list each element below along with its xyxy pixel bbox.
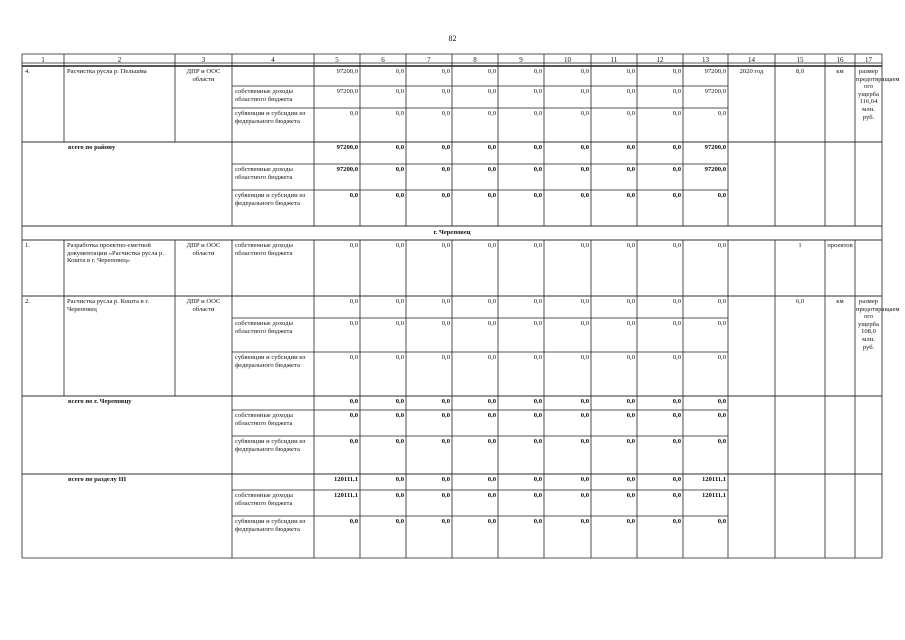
effect-text: размер предотвращаем ого ущерба 108,0 млн. руб.	[856, 298, 900, 351]
amount-cell: 0,0	[487, 320, 496, 327]
amount-cell: 0,0	[672, 438, 681, 445]
amount-cell: 0,0	[487, 298, 496, 305]
funding-label: собственные доходы областного бюджета	[235, 88, 293, 103]
amount-cell: 0,0	[349, 298, 358, 305]
amount-cell: 0,0	[580, 144, 589, 151]
column-number: 6	[381, 55, 385, 64]
amount-cell: 0,0	[626, 242, 635, 249]
page-number: 82	[448, 34, 457, 43]
amount-cell: 0,0	[487, 438, 496, 445]
amount-cell: 0,0	[672, 492, 681, 499]
amount-cell: 0,0	[533, 492, 542, 499]
funding-label: субвенции и субсидии из федерального бюджета	[235, 110, 306, 125]
amount-cell: 0,0	[626, 68, 635, 75]
column-number: 11	[610, 55, 618, 64]
section-title: г. Череповец	[433, 229, 471, 236]
funding-label: субвенции и субсидии из федерального бюджета	[235, 438, 306, 453]
amount-cell: 0,0	[580, 320, 589, 327]
amount-cell: 120111,1	[702, 492, 726, 499]
amount-cell: 0,0	[487, 88, 496, 95]
amount-cell: 0,0	[395, 144, 404, 151]
amount-cell: 0,0	[441, 110, 450, 117]
quantity: 8,0	[795, 68, 805, 75]
amount-cell: 0,0	[395, 298, 404, 305]
amount-cell: 0,0	[395, 242, 404, 249]
amount-cell: 0,0	[487, 398, 496, 405]
amount-cell: 97200,0	[336, 144, 358, 151]
amount-cell: 97200,0	[704, 166, 726, 173]
amount-cell: 0,0	[626, 412, 635, 419]
amount-cell: 0,0	[580, 438, 589, 445]
amount-cell: 0,0	[533, 476, 542, 483]
column-number: 14	[748, 55, 755, 64]
amount-cell: 0,0	[717, 110, 726, 117]
amount-cell: 0,0	[626, 88, 635, 95]
amount-cell: 0,0	[580, 298, 589, 305]
amount-cell: 0,0	[626, 518, 635, 525]
amount-cell: 0,0	[672, 110, 681, 117]
project-name: всего по разделу III	[68, 476, 127, 483]
amount-cell: 0,0	[672, 412, 681, 419]
amount-cell: 0,0	[672, 166, 681, 173]
amount-cell: 0,0	[441, 492, 450, 499]
amount-cell: 0,0	[626, 492, 635, 499]
amount-cell: 0,0	[626, 144, 635, 151]
amount-cell: 0,0	[626, 192, 635, 199]
amount-cell: 0,0	[717, 298, 726, 305]
project-name: всего по району	[68, 144, 116, 151]
amount-cell: 0,0	[395, 110, 404, 117]
amount-cell: 0,0	[487, 518, 496, 525]
project-name: Расчистка русла р. Кошта в г. Череповец	[67, 298, 149, 313]
column-number: 13	[702, 55, 709, 64]
amount-cell: 0,0	[441, 68, 450, 75]
amount-cell: 0,0	[580, 166, 589, 173]
amount-cell: 0,0	[580, 68, 589, 75]
amount-cell: 0,0	[441, 476, 450, 483]
amount-cell: 120111,1	[334, 492, 358, 499]
amount-cell: 0,0	[533, 192, 542, 199]
column-number: 5	[335, 55, 339, 64]
amount-cell: 0,0	[395, 68, 404, 75]
amount-cell: 0,0	[441, 354, 450, 361]
amount-cell: 0,0	[441, 320, 450, 327]
executor: ДПР и ООС области	[186, 242, 221, 257]
amount-cell: 0,0	[395, 518, 404, 525]
unit: км	[836, 298, 844, 305]
amount-cell: 0,0	[395, 192, 404, 199]
amount-cell: 0,0	[533, 88, 542, 95]
amount-cell: 0,0	[349, 412, 358, 419]
amount-cell: 0,0	[580, 242, 589, 249]
funding-label: собственные доходы областного бюджета	[235, 320, 293, 335]
funding-label: субвенции и субсидии из федерального бюджета	[235, 518, 306, 533]
amount-cell: 0,0	[717, 242, 726, 249]
amount-cell: 0,0	[441, 518, 450, 525]
amount-cell: 120111,1	[702, 476, 726, 483]
amount-cell: 0,0	[487, 476, 496, 483]
amount-cell: 0,0	[672, 518, 681, 525]
amount-cell: 0,0	[626, 438, 635, 445]
amount-cell: 0,0	[672, 144, 681, 151]
amount-cell: 0,0	[395, 492, 404, 499]
funding-label: собственные доходы областного бюджета	[235, 166, 293, 181]
amount-cell: 0,0	[441, 438, 450, 445]
amount-cell: 0,0	[441, 298, 450, 305]
amount-cell: 0,0	[626, 110, 635, 117]
amount-cell: 0,0	[349, 110, 358, 117]
amount-cell: 0,0	[487, 192, 496, 199]
amount-cell: 0,0	[672, 192, 681, 199]
amount-cell: 0,0	[487, 354, 496, 361]
amount-cell: 0,0	[533, 144, 542, 151]
amount-cell: 0,0	[580, 354, 589, 361]
amount-cell: 0,0	[626, 398, 635, 405]
column-number: 4	[271, 55, 275, 64]
amount-cell: 0,0	[441, 242, 450, 249]
amount-cell: 0,0	[626, 320, 635, 327]
amount-cell: 0,0	[487, 68, 496, 75]
amount-cell: 0,0	[672, 298, 681, 305]
amount-cell: 0,0	[580, 476, 589, 483]
amount-cell: 0,0	[533, 320, 542, 327]
amount-cell: 0,0	[487, 412, 496, 419]
amount-cell: 0,0	[580, 412, 589, 419]
amount-cell: 0,0	[349, 320, 358, 327]
amount-cell: 0,0	[533, 438, 542, 445]
amount-cell: 0,0	[626, 476, 635, 483]
column-number: 1	[41, 55, 45, 64]
amount-cell: 0,0	[626, 298, 635, 305]
amount-cell: 0,0	[672, 320, 681, 327]
column-number: 12	[656, 55, 664, 64]
funding-label: субвенции и субсидии из федерального бюджета	[235, 192, 306, 207]
amount-cell: 0,0	[395, 412, 404, 419]
column-number: 15	[796, 55, 804, 64]
amount-cell: 0,0	[349, 242, 358, 249]
amount-cell: 0,0	[580, 110, 589, 117]
amount-cell: 0,0	[349, 518, 358, 525]
amount-cell: 0,0	[672, 242, 681, 249]
amount-cell: 0,0	[349, 192, 358, 199]
amount-cell: 0,0	[672, 354, 681, 361]
column-number: 3	[201, 55, 206, 64]
amount-cell: 0,0	[672, 88, 681, 95]
amount-cell: 0,0	[395, 166, 404, 173]
amount-cell: 0,0	[395, 476, 404, 483]
column-number: 10	[564, 55, 571, 64]
amount-cell: 0,0	[395, 354, 404, 361]
amount-cell: 0,0	[580, 398, 589, 405]
amount-cell: 0,0	[487, 144, 496, 151]
funding-label: собственные доходы областного бюджета	[235, 242, 293, 257]
amount-cell: 0,0	[533, 518, 542, 525]
project-name: всего по г. Череповцу	[68, 398, 132, 405]
amount-cell: 0,0	[533, 298, 542, 305]
unit: км	[836, 68, 844, 75]
amount-cell: 0,0	[672, 476, 681, 483]
executor: ДПР и ООС области	[186, 68, 221, 83]
amount-cell: 0,0	[441, 88, 450, 95]
amount-cell: 0,0	[395, 398, 404, 405]
amount-cell: 97200,0	[704, 144, 726, 151]
quantity: 6,0	[795, 298, 805, 305]
amount-cell: 0,0	[626, 166, 635, 173]
amount-cell: 0,0	[626, 354, 635, 361]
amount-cell: 0,0	[349, 398, 358, 405]
amount-cell: 0,0	[672, 68, 681, 75]
amount-cell: 0,0	[672, 398, 681, 405]
amount-cell: 97200,0	[704, 68, 726, 75]
executor: ДПР и ООС области	[186, 298, 221, 313]
amount-cell: 0,0	[533, 412, 542, 419]
funding-label: собственные доходы областного бюджета	[235, 492, 293, 507]
amount-cell: 0,0	[580, 88, 589, 95]
amount-cell: 97200,0	[336, 88, 358, 95]
amount-cell: 0,0	[717, 192, 726, 199]
amount-cell: 97200,0	[704, 88, 726, 95]
amount-cell: 0,0	[533, 166, 542, 173]
amount-cell: 0,0	[395, 320, 404, 327]
amount-cell: 0,0	[533, 354, 542, 361]
quantity: 1	[798, 242, 802, 249]
funding-label: субвенции и субсидии из федерального бюджета	[235, 354, 306, 369]
column-number: 9	[519, 55, 523, 64]
effect-text: размер предотвращаем ого ущерба 116,64 млн. руб.	[856, 68, 900, 121]
amount-cell: 0,0	[533, 398, 542, 405]
column-number: 2	[117, 55, 122, 64]
column-number: 8	[473, 55, 477, 64]
amount-cell: 0,0	[487, 492, 496, 499]
project-name: Разработка проектно-сметной документации «Расчистка русла р. Кошта в г. Череповец»	[67, 242, 164, 265]
amount-cell: 0,0	[580, 492, 589, 499]
row-number: 1.	[25, 242, 30, 249]
amount-cell: 97200,0	[336, 68, 358, 75]
amount-cell: 0,0	[349, 354, 358, 361]
amount-cell: 120111,1	[334, 476, 358, 483]
column-number: 17	[865, 55, 872, 64]
amount-cell: 0,0	[717, 354, 726, 361]
unit: проектов	[827, 242, 853, 249]
amount-cell: 0,0	[580, 518, 589, 525]
amount-cell: 0,0	[487, 166, 496, 173]
project-name: Расчистка русла р. Пельшма	[67, 68, 147, 75]
amount-cell: 0,0	[580, 192, 589, 199]
amount-cell: 0,0	[395, 88, 404, 95]
amount-cell: 0,0	[533, 68, 542, 75]
column-number: 16	[836, 55, 844, 64]
amount-cell: 0,0	[441, 166, 450, 173]
amount-cell: 0,0	[717, 398, 726, 405]
row-number: 4.	[25, 68, 30, 75]
amount-cell: 0,0	[349, 438, 358, 445]
amount-cell: 0,0	[487, 242, 496, 249]
amount-cell: 0,0	[441, 398, 450, 405]
amount-cell: 0,0	[717, 320, 726, 327]
amount-cell: 0,0	[717, 518, 726, 525]
amount-cell: 0,0	[441, 192, 450, 199]
amount-cell: 0,0	[717, 438, 726, 445]
amount-cell: 0,0	[395, 438, 404, 445]
amount-cell: 97200,0	[336, 166, 358, 173]
amount-cell: 0,0	[717, 412, 726, 419]
completion-year: 2020 год	[739, 68, 764, 75]
row-number: 2.	[25, 298, 30, 305]
amount-cell: 0,0	[533, 110, 542, 117]
amount-cell: 0,0	[441, 144, 450, 151]
amount-cell: 0,0	[441, 412, 450, 419]
amount-cell: 0,0	[487, 110, 496, 117]
amount-cell: 0,0	[533, 242, 542, 249]
column-number: 7	[427, 55, 431, 64]
funding-label: собственные доходы областного бюджета	[235, 412, 293, 427]
